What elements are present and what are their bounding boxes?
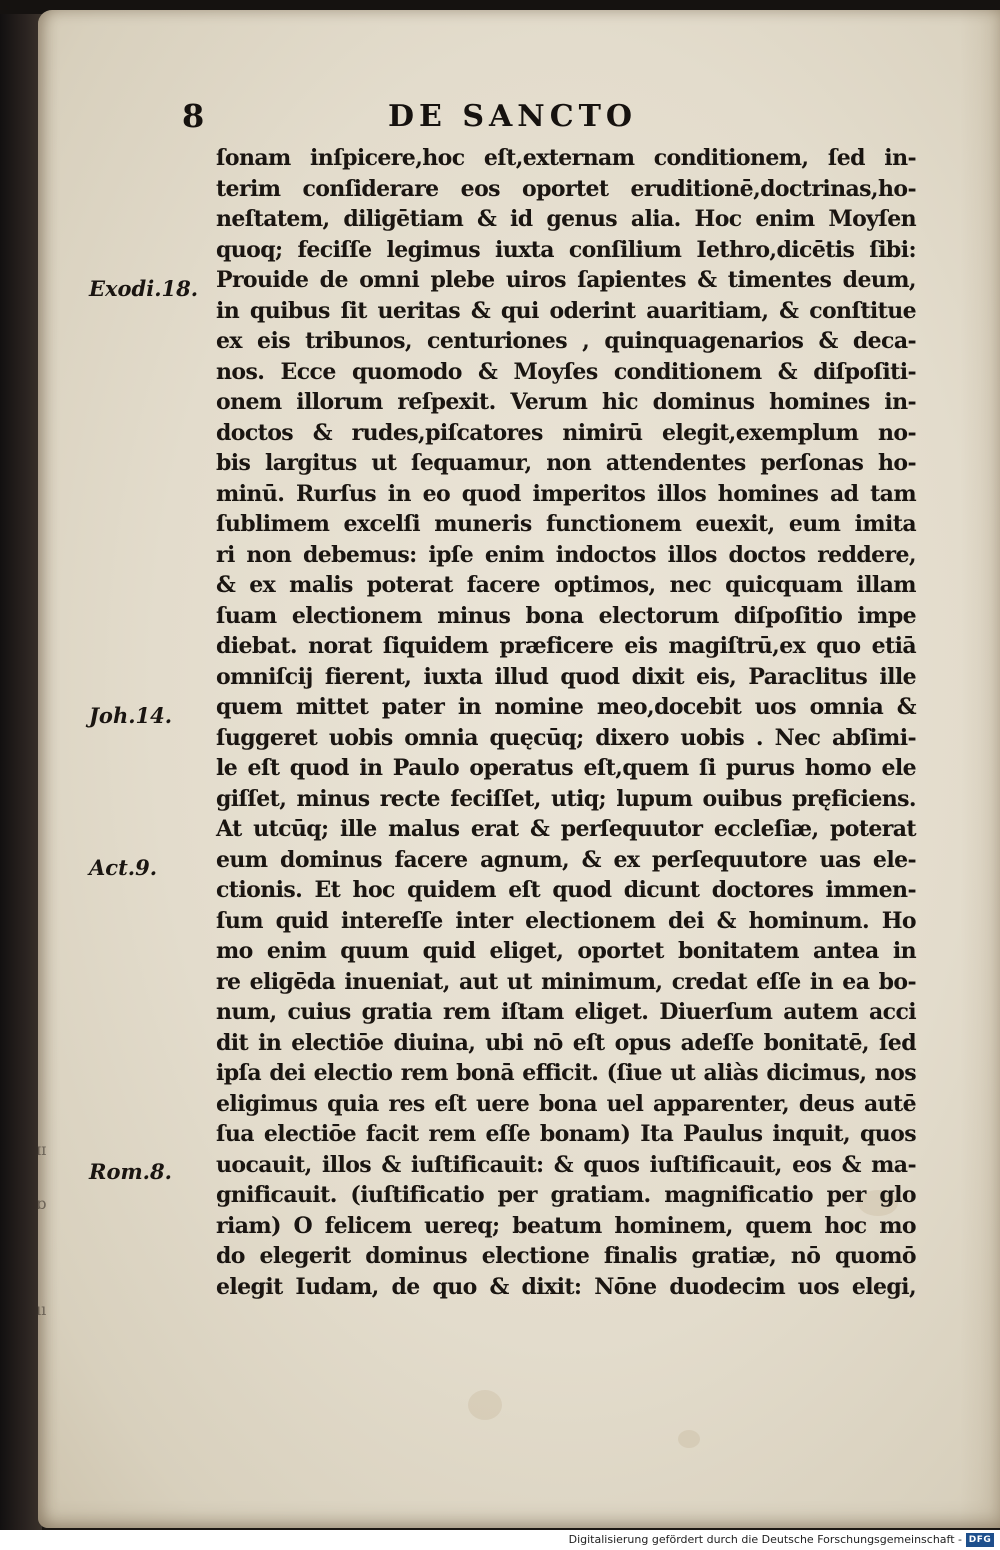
text-line: eum dominus facere agnum, & ex perſequutore uas ele- [216,846,916,873]
text-line: num, cuius gratia rem iſtam eliget. Diuerſum autem acci [216,999,916,1025]
text-line: ri non debemus: ipſe enim indoctos illos doctos reddere, [216,541,916,568]
foxing-stain [678,1430,700,1448]
running-head [0,97,1000,137]
text-line: ſum quid intereſſe inter electionem dei & hominum. Ho [216,907,916,934]
text-line: & ex malis poterat facere optimos, nec quicquam illam [216,572,916,598]
page-number: 8 [182,97,205,135]
text-line: ctionis. Et hoc quidem eſt quod dicunt doctores immen- [216,877,916,903]
digitization-footer [0,1530,1000,1550]
margin-note-exodi: Exodi.18. [89,276,199,301]
text-line: doctos & rudes,piſcatores nimirū elegit,exemplum no- [216,419,916,446]
bleed-through-mark: ıı [36,1300,47,1319]
text-line: ſublimem excelſi muneris functionem euexit, eum imita [216,511,916,537]
margin-note-act: Act.9. [89,855,158,880]
text-line: gnificauit. (iuſtificatio per gratiam. magnificatio per glo [216,1182,916,1208]
text-line: uocauit, illos & iuſtificauit: & quos iuſtificauit, eos & ma- [216,1151,916,1178]
text-line: nos. Ecce quomodo & Moyſes conditionem & diſpoſiti- [216,358,916,385]
text-line: At utcūq; ille malus erat & perſequutor eccleſiæ, poterat [216,816,916,842]
text-line: elegit Iudam, de quo & dixit: Nōne duodecim uos elegi, [216,1273,916,1300]
text-line: ipſa dei electio rem bonā efficit. (ſiue ut aliàs dicimus, nos [216,1060,916,1086]
text-line: do elegerit dominus electione finalis gratiæ, nō quomō [216,1243,916,1269]
text-line: quem mittet pater in nomine meo,docebit uos omnia & [216,694,916,720]
text-line: Prouide de omni plebe uiros ſapientes & timentes deum, [216,267,916,293]
margin-note-rom: Rom.8. [89,1159,172,1184]
text-line: re eligēda inueniat, aut ut minimum, credat eſſe in ea bo- [216,968,916,995]
text-line: ſonam inſpicere,hoc eſt,externam conditionem, ſed in- [216,145,916,171]
text-line: minū. Rurſus in eo quod imperitos illos homines ad tam [216,480,916,507]
text-line: neſtatem, diligētiam & id genus alia. Hoc enim Moyſen [216,206,916,232]
text-line: ſuam electionem minus bona electorum diſpoſitio impe [216,602,916,629]
dfg-logo: DFG [966,1533,994,1547]
running-title: DE SANCTO [388,99,638,134]
margin-note-joh: Joh.14. [89,703,173,728]
text-line: terim conſiderare eos oportet eruditionē,doctrinas,ho- [216,175,916,202]
text-line: ex eis tribunos, centuriones , quinquagenarios & deca- [216,328,916,354]
text-line: diebat. norat ſiquidem præficere eis magiſtrū,ex quo etiā [216,633,916,659]
text-line: bis largitus ut ſequamur, non attendentes perſonas ho- [216,450,916,476]
text-line: le eſt quod in Paulo operatus eſt,quem ſi purus homo ele [216,755,916,781]
text-line: ſua electiōe facit rem eſſe bonam) Ita Paulus inquit, quos [216,1121,916,1147]
text-line: mo enim quum quid eliget, oportet bonitatem antea in [216,938,916,964]
bleed-through-mark: ɪɪ [36,1140,47,1159]
body-text [216,143,916,1302]
text-line: ſuggeret uobis omnia quęcūq; dixero uobis . Nec abſimi- [216,724,916,751]
dfg-credit-text: Digitalisierung gefördert durch die Deutsche Forschungsgemeinschaft - [568,1533,962,1546]
text-line: eligimus quia res eſt uere bona uel apparenter, deus autē [216,1090,916,1117]
text-line: riam) O felicem uereq; beatum hominem, quem hoc mo [216,1212,916,1239]
bleed-through-mark: ɒ [36,1194,47,1213]
text-line: giſſet, minus recte feciſſet, utiq; lupum ouibus pręficiens. [216,785,916,812]
text-line: in quibus ſit ueritas & qui oderint auaritiam, & conſtitue [216,297,916,324]
foxing-stain [468,1390,502,1420]
text-line: omniſcij fierent, iuxta illud quod dixit eis, Paraclitus ille [216,663,916,690]
text-line: quoq; feciſſe legimus iuxta conſilium Iethro,dicētis ſibi: [216,236,916,263]
text-line: dit in electiōe diuina, ubi nō eſt opus adeſſe bonitatē, ſed [216,1029,916,1056]
text-line: onem illorum reſpexit. Verum hic dominus homines in- [216,389,916,415]
